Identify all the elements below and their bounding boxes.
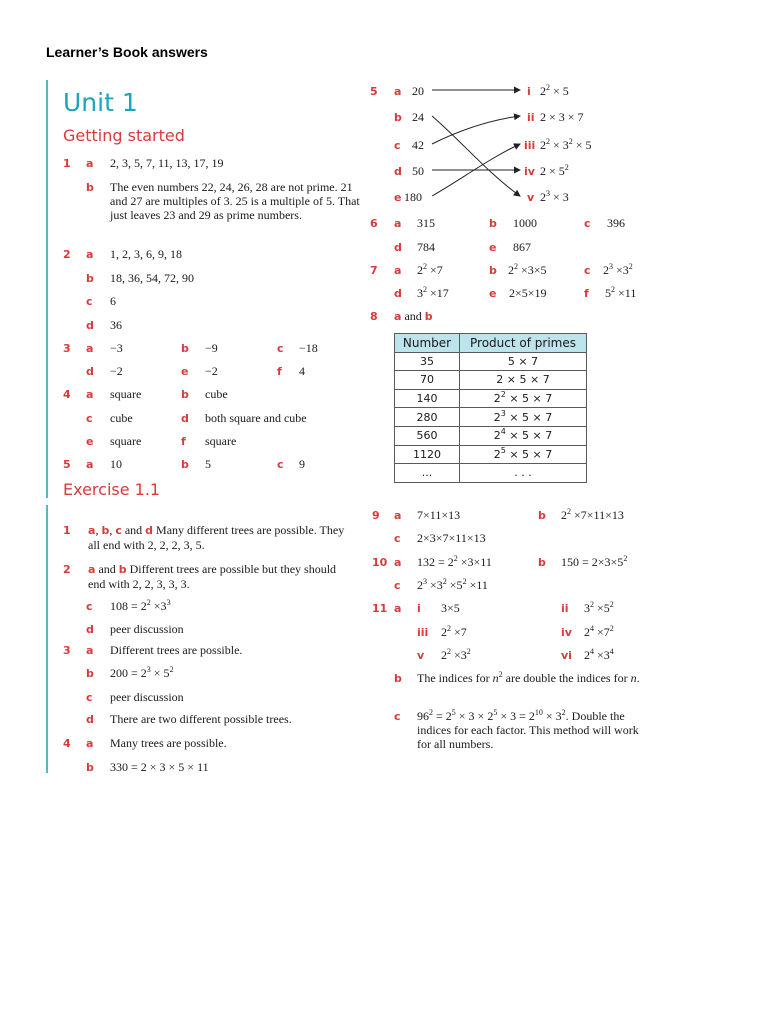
answer-text: −2 <box>205 364 218 378</box>
answer-text: $2^3 \times 3$ <box>540 189 569 204</box>
question-label: c <box>86 295 93 308</box>
question-label: b <box>394 672 402 685</box>
question-label: iv <box>561 626 572 639</box>
question-label: 1 <box>63 524 71 537</box>
question-label: c <box>584 217 591 230</box>
answer-text: $2 \times 5^2$ <box>540 163 569 178</box>
question-label: 4 <box>63 737 71 750</box>
answer-text: −3 <box>110 341 123 355</box>
answer-text: 9 <box>299 457 305 471</box>
answer-text: 1, 2, 3, 6, 9, 18 <box>110 247 182 261</box>
section-rule-bottom <box>46 505 48 773</box>
table-cell-number: ... <box>395 464 460 483</box>
answer-text: 5 <box>205 457 211 471</box>
answer-text: The indices for $n^2$ are double the indices for n. <box>417 670 640 685</box>
table-header-product: Product of primes <box>460 334 587 353</box>
question-label: b <box>181 458 189 471</box>
answer-text: 315 <box>417 216 435 230</box>
question-label: a <box>394 602 402 615</box>
question-label: a <box>394 509 402 522</box>
question-label: b <box>86 181 94 194</box>
table-row <box>395 408 587 427</box>
question-label: iii <box>524 139 536 152</box>
question-label: b <box>181 388 189 401</box>
answer-text: $2^2 \times 7$ <box>441 624 467 639</box>
answer-text: 2×3×7×11×13 <box>417 531 486 545</box>
answer-text: 20 <box>412 84 424 98</box>
question-label: b <box>489 264 497 277</box>
question-label: v <box>417 649 425 662</box>
answer-text: a and b <box>394 309 433 323</box>
question-label: a <box>86 458 94 471</box>
matching-lines <box>0 0 768 300</box>
table-cell-number: 35 <box>395 352 460 371</box>
question-label: iv <box>524 165 535 178</box>
question-label: a <box>86 248 94 261</box>
question-label: c <box>86 691 93 704</box>
question-label: c <box>584 264 591 277</box>
section-getting-started: Getting started <box>63 126 185 145</box>
answer-text: 1000 <box>513 216 537 230</box>
answer-text: 180 <box>404 190 422 204</box>
product-of-primes-table <box>394 333 587 483</box>
question-label: a <box>86 644 94 657</box>
question-label: b <box>181 342 189 355</box>
table-cell-product: $2^3 \times 5 \times 7$ <box>460 408 587 427</box>
answer-text: 4 <box>299 364 305 378</box>
table-row <box>395 445 587 464</box>
answer-text: $5^2 \times 11$ <box>605 285 637 300</box>
table-cell-product: 5 × 7 <box>460 352 587 371</box>
answer-text: $2^3 \times 3^2 \times 5^2 \times 11$ <box>417 577 488 592</box>
question-label: a <box>394 264 402 277</box>
answer-text: $2^2 \times 3^2 \times 5$ <box>540 137 592 152</box>
question-label: i <box>527 85 531 98</box>
question-label: c <box>394 710 401 723</box>
table-cell-product: $2^2 \times 5 \times 7$ <box>460 389 587 408</box>
answer-text: $96^2 = 2^5 \times 3 \times 2^5 \times 3 = 2^{10} \times 3^2$. Double the indices for each factor. This method will work for all numbers. <box>417 708 639 751</box>
page-header: Learner’s Book answers <box>46 44 208 60</box>
question-label: 3 <box>63 342 71 355</box>
table-row <box>395 389 587 408</box>
table-cell-number: 280 <box>395 408 460 427</box>
question-label: 8 <box>370 310 378 323</box>
table-row <box>395 426 587 445</box>
question-label: 1 <box>63 157 71 170</box>
question-label: b <box>538 509 546 522</box>
table-cell-product: . . . <box>460 464 587 483</box>
question-label: d <box>394 287 402 300</box>
answer-text: 42 <box>412 138 424 152</box>
answer-text: a and b Different trees are possible but they should end with 2, 2, 3, 3, 3. <box>88 562 337 591</box>
question-label: e <box>86 435 94 448</box>
answer-text: Different trees are possible. <box>110 643 243 657</box>
table-cell-number: 1120 <box>395 445 460 464</box>
question-label: c <box>277 342 284 355</box>
question-label: f <box>277 365 282 378</box>
question-label: v <box>527 191 535 204</box>
question-label: b <box>394 111 402 124</box>
answer-text: square <box>110 434 142 448</box>
answer-text: $2^4 \times 3^4$ <box>584 647 614 662</box>
table-row <box>395 371 587 390</box>
answer-text: 784 <box>417 240 435 254</box>
question-label: ii <box>561 602 569 615</box>
answer-text: 3×5 <box>441 601 460 615</box>
answer-text: 330 = 2 × 3 × 5 × 11 <box>110 760 209 774</box>
match-line-c <box>432 116 520 144</box>
answer-text: 36 <box>110 318 122 332</box>
answer-text: 7×11×13 <box>417 508 461 522</box>
question-label: b <box>489 217 497 230</box>
answer-text: 2 × 3 × 7 <box>540 110 584 124</box>
question-label: ii <box>527 111 535 124</box>
question-label: b <box>86 761 94 774</box>
question-label: a <box>394 556 402 569</box>
answer-text: cube <box>205 387 228 401</box>
answer-text: $2^4 \times 7^2$ <box>584 624 614 639</box>
table-cell-number: 70 <box>395 371 460 390</box>
question-label: b <box>538 556 546 569</box>
answer-text: peer discussion <box>110 622 184 636</box>
answer-text: 50 <box>412 164 424 178</box>
answer-text: 24 <box>412 110 424 124</box>
question-label: b <box>86 272 94 285</box>
question-label: 5 <box>63 458 71 471</box>
question-label: d <box>181 412 189 425</box>
answer-text: 10 <box>110 457 122 471</box>
answer-text: $2^2 \times 5$ <box>540 83 569 98</box>
answer-text: $2^2 \times 7$ <box>417 262 443 277</box>
answer-text: 867 <box>513 240 531 254</box>
section-exercise-1-1: Exercise 1.1 <box>63 480 161 499</box>
answer-text: Many trees are possible. <box>110 736 227 750</box>
answer-text: $132 = 2^2 \times 3\times 11$ <box>417 554 492 569</box>
question-label: c <box>394 139 401 152</box>
answer-text: $2^2 \times 3^2$ <box>441 647 471 662</box>
question-label: 5 <box>370 85 378 98</box>
table-cell-product: $2^5 \times 5 \times 7$ <box>460 445 587 464</box>
question-label: a <box>86 737 94 750</box>
question-label: f <box>181 435 186 448</box>
question-label: a <box>86 342 94 355</box>
table-cell-product: 2 × 5 × 7 <box>460 371 587 390</box>
answer-text: The even numbers 22, 24, 26, 28 are not prime. 21 and 27 are multiples of 3. 25 is a multiple of 5. That just leaves 23 and 29 as prime numbers. <box>110 180 360 222</box>
answer-text: cube <box>110 411 133 425</box>
question-label: 3 <box>63 644 71 657</box>
answer-text: a, b, c and d Many different trees are possible. They all end with 2, 2, 2, 3, 5. <box>88 523 345 552</box>
question-label: d <box>86 713 94 726</box>
answer-text: $3^2 \times 17$ <box>417 285 449 300</box>
question-label: c <box>277 458 284 471</box>
question-label: 10 <box>372 556 388 569</box>
question-label: 9 <box>372 509 380 522</box>
answer-text: $200 = 2^3 \times 5^2$ <box>110 665 174 680</box>
question-label: e <box>489 287 497 300</box>
answer-text: 2×5×19 <box>509 286 547 300</box>
table-row <box>395 352 587 371</box>
table-cell-product: $2^4 \times 5 \times 7$ <box>460 426 587 445</box>
answer-text: square <box>205 434 237 448</box>
question-label: vi <box>561 649 572 662</box>
answer-text: $108 = 2^2 \times 3^3$ <box>110 598 171 613</box>
answer-text: −9 <box>205 341 218 355</box>
question-label: iii <box>417 626 429 639</box>
question-label: 11 <box>372 602 388 615</box>
question-label: 4 <box>63 388 71 401</box>
question-label: d <box>394 241 402 254</box>
question-label: 2 <box>63 248 71 261</box>
question-label: d <box>86 623 94 636</box>
table-row <box>395 464 587 483</box>
answer-text: $150 = 2\times 3\times 5^2$ <box>561 554 628 569</box>
question-label: d <box>86 319 94 332</box>
question-label: c <box>86 600 93 613</box>
match-line-b <box>432 116 520 196</box>
answer-text: both square and cube <box>205 411 307 425</box>
table-cell-number: 560 <box>395 426 460 445</box>
answer-text: $2^2 \times 7\times 11\times 13$ <box>561 507 624 522</box>
answer-text: peer discussion <box>110 690 184 704</box>
answer-text: 396 <box>607 216 625 230</box>
answer-text: −18 <box>299 341 318 355</box>
question-label: c <box>394 532 401 545</box>
question-label: d <box>86 365 94 378</box>
question-label: 6 <box>370 217 378 230</box>
answer-text: 6 <box>110 294 116 308</box>
answer-text: $2^3 \times 3^2$ <box>603 262 633 277</box>
answer-text: square <box>110 387 142 401</box>
question-label: e <box>489 241 497 254</box>
question-label: c <box>86 412 93 425</box>
question-label: e <box>394 191 402 204</box>
answer-text: 2, 3, 5, 7, 11, 13, 17, 19 <box>110 156 224 170</box>
question-label: a <box>394 217 402 230</box>
answer-text: 18, 36, 54, 72, 90 <box>110 271 194 285</box>
answer-text: There are two different possible trees. <box>110 712 292 726</box>
question-label: i <box>417 602 421 615</box>
question-label: c <box>394 579 401 592</box>
question-label: 7 <box>370 264 378 277</box>
question-label: f <box>584 287 589 300</box>
answer-text: −2 <box>110 364 123 378</box>
question-label: b <box>86 667 94 680</box>
question-label: d <box>394 165 402 178</box>
question-label: a <box>394 85 402 98</box>
question-label: e <box>181 365 189 378</box>
question-label: a <box>86 388 94 401</box>
answer-text: $2^2 \times 3\times 5$ <box>508 262 547 277</box>
unit-title: Unit 1 <box>63 88 138 117</box>
answer-text: $3^2 \times 5^2$ <box>584 600 614 615</box>
table-header-number: Number <box>395 334 460 353</box>
question-label: 2 <box>63 563 71 576</box>
table-cell-number: 140 <box>395 389 460 408</box>
question-label: a <box>86 157 94 170</box>
